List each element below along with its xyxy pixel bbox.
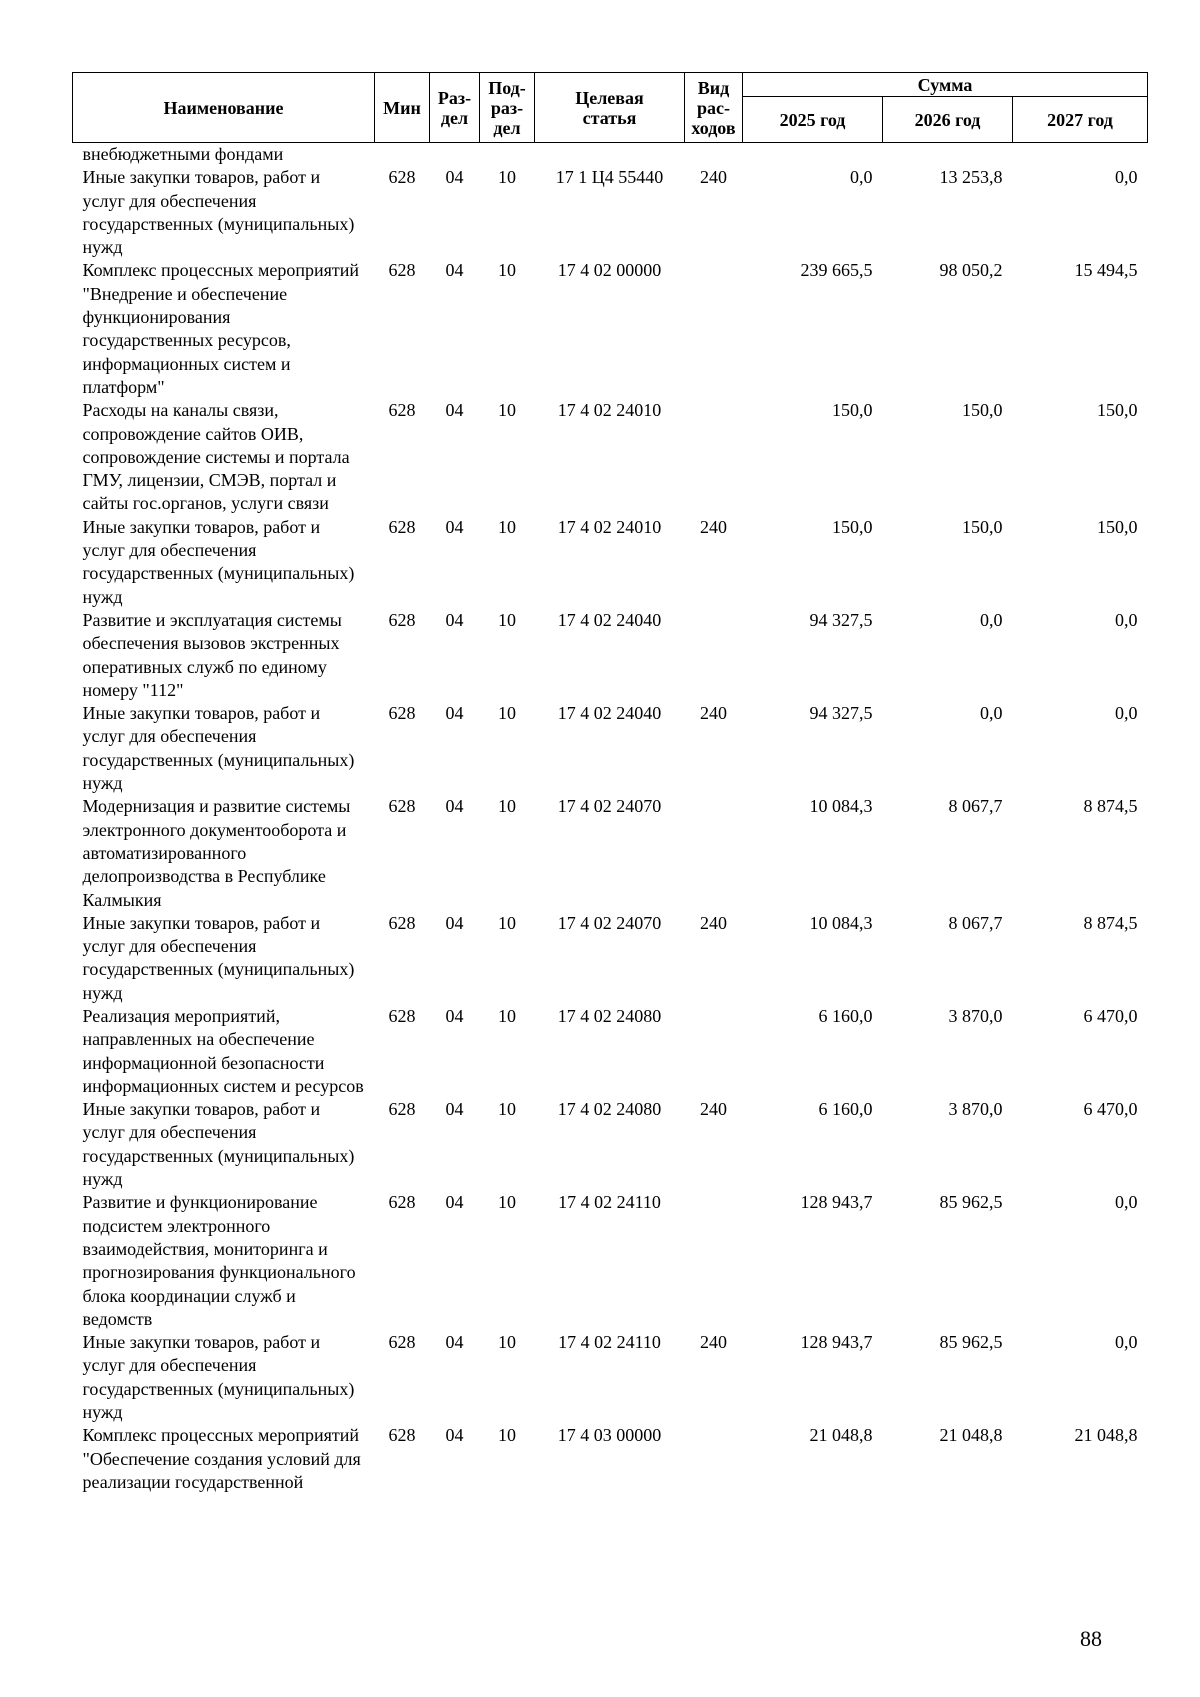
cell-2026: 150,0 (962, 516, 1003, 537)
cell-name: Развитие и эксплуатация системы обеспечения вызовов экстренных оперативных служб по единому номеру "112" (82, 609, 342, 700)
cell-min: 628 (388, 1332, 416, 1353)
cell-2025: 6 160,0 (818, 1099, 873, 1120)
cell-name: Комплекс процессных мероприятий "Обеспечение создания условий для реализации государственной (82, 1425, 361, 1492)
cell-podrazdel: 10 (498, 167, 516, 188)
cell-2027: 8 874,5 (1083, 912, 1138, 933)
cell-min: 628 (388, 912, 416, 933)
cell-name: Развитие и функционирование подсистем электронного взаимодействия, мониторинга и прогнозирования функционального блока координации служб и ведомств (82, 1192, 356, 1329)
cell-min (375, 143, 430, 167)
cell-razdel: 04 (445, 400, 464, 421)
cell-min: 628 (388, 796, 416, 817)
cell-min: 628 (388, 516, 416, 537)
cell-2025: 10 084,3 (809, 912, 873, 933)
cell-target: 17 4 02 24070 (557, 796, 662, 817)
cell-2027: 15 494,5 (1074, 260, 1138, 281)
cell-vid (685, 1191, 743, 1331)
table-row (73, 399, 1148, 515)
cell-target: 17 4 02 24080 (557, 1099, 662, 1120)
cell-2025: 10 084,3 (809, 796, 873, 817)
cell-name: Расходы на каналы связи, сопровождение сайтов ОИВ, сопровождение системы и портала ГМУ, лицензии, СМЭВ, портал и сайты гос.органов, услуги связи (82, 400, 350, 514)
cell-target: 17 4 02 24080 (557, 1005, 662, 1026)
cell-min: 628 (388, 400, 416, 421)
cell-vid (685, 259, 743, 399)
cell-razdel: 04 (445, 796, 464, 817)
table-header (73, 73, 1148, 143)
cell-2026: 8 067,7 (948, 912, 1003, 933)
cell-razdel: 04 (445, 703, 464, 724)
cell-2025: 0,0 (850, 167, 873, 188)
cell-min: 628 (388, 703, 416, 724)
cell-2026: 85 962,5 (939, 1332, 1003, 1353)
cell-target: 17 4 02 24040 (557, 609, 662, 630)
table-row (73, 1424, 1148, 1494)
cell-2027: 150,0 (1097, 516, 1138, 537)
cell-2025: 150,0 (832, 400, 873, 421)
cell-podrazdel: 10 (498, 1099, 516, 1120)
cell-razdel: 04 (445, 1005, 464, 1026)
table-row (73, 702, 1148, 795)
cell-min: 628 (388, 1099, 416, 1120)
cell-2027: 21 048,8 (1074, 1425, 1138, 1446)
cell-name: Иные закупки товаров, работ и услуг для обеспечения государственных (муниципальных) нужд (82, 1099, 355, 1190)
cell-2027 (1013, 143, 1148, 167)
cell-2025: 128 943,7 (800, 1332, 873, 1353)
cell-vid: 240 (700, 703, 727, 724)
header-target: Целевая статья (535, 73, 685, 143)
cell-2026: 98 050,2 (939, 260, 1003, 281)
cell-vid: 240 (700, 912, 727, 933)
table-row (73, 795, 1148, 911)
cell-razdel: 04 (445, 609, 464, 630)
cell-2026: 0,0 (980, 703, 1003, 724)
cell-name: Иные закупки товаров, работ и услуг для обеспечения государственных (муниципальных) нужд (82, 703, 355, 794)
cell-min: 628 (388, 609, 416, 630)
cell-name: Иные закупки товаров, работ и услуг для обеспечения государственных (муниципальных) нужд (82, 1332, 355, 1423)
header-2027: 2027 год (1013, 97, 1148, 143)
cell-2025: 239 665,5 (800, 260, 873, 281)
cell-podrazdel: 10 (498, 703, 516, 724)
cell-target: 17 4 02 24070 (557, 912, 662, 933)
cell-podrazdel: 10 (498, 912, 516, 933)
cell-target: 17 4 02 24010 (557, 400, 662, 421)
header-razdel: Раз- дел (430, 73, 480, 143)
cell-razdel: 04 (445, 167, 464, 188)
cell-2025: 6 160,0 (818, 1005, 873, 1026)
cell-name: Модернизация и развитие системы электронного документооборота и автоматизированного делопроизводства в Республике Калмыкия (82, 796, 351, 910)
cell-name: Реализация мероприятий, направленных на обеспечение информационной безопасности информационных систем и ресурсов (82, 1005, 364, 1096)
cell-vid: 240 (700, 167, 727, 188)
table-row (73, 912, 1148, 1005)
cell-vid: 240 (700, 516, 727, 537)
cell-razdel: 04 (445, 1192, 464, 1213)
cell-razdel: 04 (445, 1099, 464, 1120)
cell-target (535, 143, 685, 167)
cell-2025: 128 943,7 (800, 1192, 873, 1213)
cell-razdel (430, 143, 480, 167)
cell-vid (685, 399, 743, 515)
cell-target: 17 4 02 24110 (558, 1332, 661, 1353)
table-row (73, 166, 1148, 259)
cell-min: 628 (388, 1005, 416, 1026)
cell-vid (685, 609, 743, 702)
cell-2027: 0,0 (1115, 609, 1138, 630)
cell-2026: 13 253,8 (939, 167, 1003, 188)
cell-target: 17 4 02 00000 (557, 260, 662, 281)
cell-podrazdel: 10 (498, 1192, 516, 1213)
cell-name: внебюджетными фондами (82, 144, 284, 164)
cell-2026: 3 870,0 (948, 1005, 1003, 1026)
cell-2026 (883, 143, 1013, 167)
table-row (73, 259, 1148, 399)
cell-razdel: 04 (445, 260, 464, 281)
cell-2026: 8 067,7 (948, 796, 1003, 817)
cell-2027: 0,0 (1115, 1192, 1138, 1213)
cell-2027: 6 470,0 (1083, 1005, 1138, 1026)
cell-name: Иные закупки товаров, работ и услуг для обеспечения государственных (муниципальных) нужд (82, 167, 355, 258)
cell-podrazdel: 10 (498, 796, 516, 817)
cell-target: 17 4 02 24040 (557, 703, 662, 724)
cell-min: 628 (388, 1192, 416, 1213)
cell-podrazdel (480, 143, 535, 167)
header-name: Наименование (73, 73, 375, 143)
cell-target: 17 4 03 00000 (557, 1425, 662, 1446)
cell-2026: 150,0 (962, 400, 1003, 421)
cell-2026: 21 048,8 (939, 1425, 1003, 1446)
cell-podrazdel: 10 (498, 1425, 516, 1446)
cell-target: 17 4 02 24010 (557, 516, 662, 537)
cell-2027: 6 470,0 (1083, 1099, 1138, 1120)
header-min: Мин (375, 73, 430, 143)
cell-min: 628 (388, 167, 416, 188)
cell-podrazdel: 10 (498, 516, 516, 537)
cell-name: Иные закупки товаров, работ и услуг для обеспечения государственных (муниципальных) нужд (82, 516, 355, 607)
cell-vid (685, 143, 743, 167)
cell-vid (685, 795, 743, 911)
table-row (73, 143, 1148, 167)
cell-2026: 0,0 (980, 609, 1003, 630)
table-row (73, 1098, 1148, 1191)
cell-name: Иные закупки товаров, работ и услуг для обеспечения государственных (муниципальных) нужд (82, 912, 355, 1003)
cell-vid (685, 1424, 743, 1494)
header-2025: 2025 год (743, 97, 883, 143)
cell-podrazdel: 10 (498, 1005, 516, 1026)
budget-table (72, 72, 1148, 1494)
table-row (73, 1331, 1148, 1424)
table-body (73, 143, 1148, 1495)
cell-podrazdel: 10 (498, 1332, 516, 1353)
cell-2027: 0,0 (1115, 703, 1138, 724)
cell-2025: 94 327,5 (809, 703, 873, 724)
cell-target: 17 4 02 24110 (558, 1192, 661, 1213)
cell-name: Комплекс процессных мероприятий "Внедрение и обеспечение функционирования государственных ресурсов, информационных систем и платформ" (82, 260, 360, 397)
cell-2027: 8 874,5 (1083, 796, 1138, 817)
cell-razdel: 04 (445, 1332, 464, 1353)
table-row (73, 609, 1148, 702)
cell-target: 17 1 Ц4 55440 (555, 167, 664, 188)
table-row (73, 1191, 1148, 1331)
cell-min: 628 (388, 1425, 416, 1446)
table-row (73, 1005, 1148, 1098)
cell-2027: 0,0 (1115, 167, 1138, 188)
table-row (73, 516, 1148, 609)
cell-2025 (743, 143, 883, 167)
cell-podrazdel: 10 (498, 260, 516, 281)
cell-podrazdel: 10 (498, 609, 516, 630)
cell-vid: 240 (700, 1099, 727, 1120)
cell-vid: 240 (700, 1332, 727, 1353)
cell-razdel: 04 (445, 516, 464, 537)
cell-2025: 94 327,5 (809, 609, 873, 630)
header-summa: Сумма (743, 73, 1148, 97)
cell-2026: 85 962,5 (939, 1192, 1003, 1213)
cell-vid (685, 1005, 743, 1098)
header-2026: 2026 год (883, 97, 1013, 143)
cell-2026: 3 870,0 (948, 1099, 1003, 1120)
cell-2025: 150,0 (832, 516, 873, 537)
header-podrazdel: Под- раз- дел (480, 73, 535, 143)
cell-razdel: 04 (445, 1425, 464, 1446)
header-vid: Вид рас- ходов (685, 73, 743, 143)
cell-2025: 21 048,8 (809, 1425, 873, 1446)
cell-min: 628 (388, 260, 416, 281)
cell-razdel: 04 (445, 912, 464, 933)
page-number: 88 (1080, 1626, 1102, 1651)
cell-2027: 150,0 (1097, 400, 1138, 421)
cell-podrazdel: 10 (498, 400, 516, 421)
cell-2027: 0,0 (1115, 1332, 1138, 1353)
